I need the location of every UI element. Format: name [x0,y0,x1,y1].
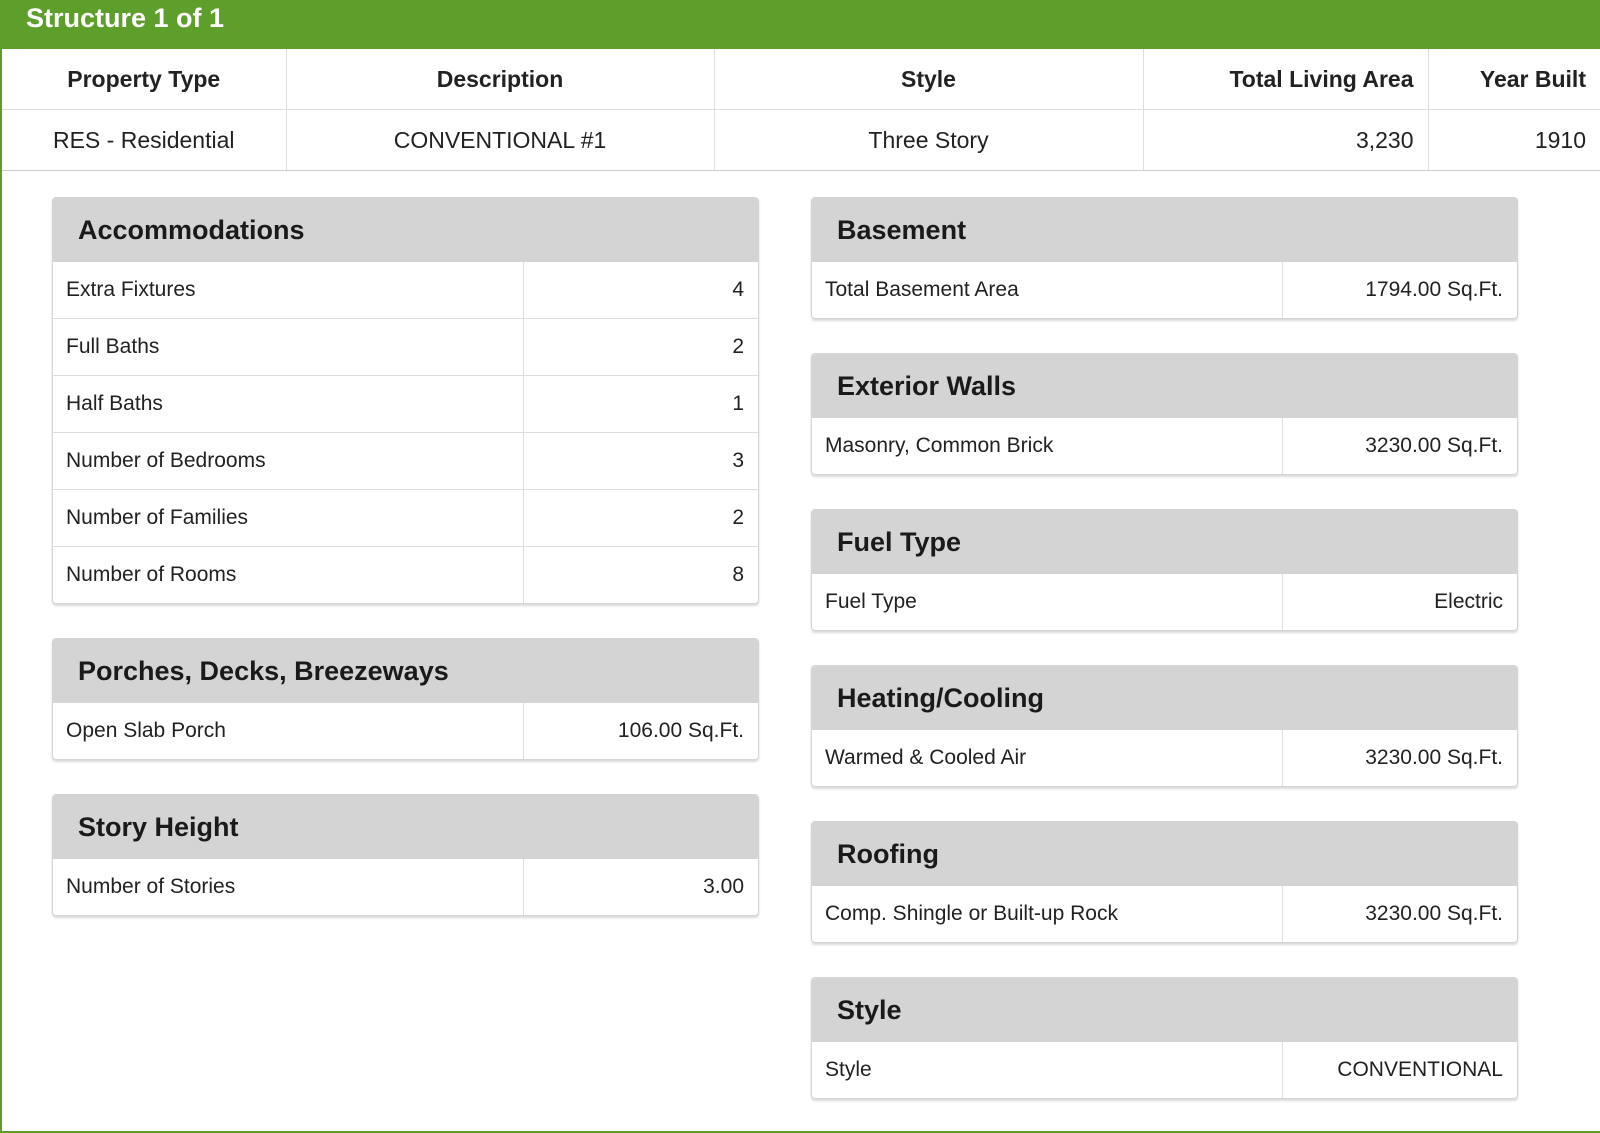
table-row [53,859,758,915]
row-label: Extra Fixtures [53,262,524,318]
row-label: Style [812,1042,1283,1098]
row-label: Total Basement Area [812,262,1283,318]
summary-data-row [2,110,1600,171]
table-row [812,574,1517,630]
row-label: Number of Bedrooms [53,433,524,489]
header-style: Style [714,49,1143,110]
table-row [812,1042,1517,1098]
cell-description: CONVENTIONAL #1 [286,110,714,171]
panel-style [811,977,1518,1099]
row-label: Number of Rooms [53,547,524,603]
row-value: 2 [732,506,744,529]
panel-exterior-walls [811,353,1518,475]
table-row [53,546,758,603]
cell-property-type: RES - Residential [2,110,286,171]
header-year-built: Year Built [1428,49,1600,110]
table-row [53,375,758,432]
panel-body [812,730,1517,786]
row-value: 3 [732,449,744,472]
row-label: Open Slab Porch [53,703,524,759]
panel-fuel-type [811,509,1518,631]
table-row [812,886,1517,942]
row-value: CONVENTIONAL [1337,1058,1503,1081]
panel-porches-decks-breezeways [52,638,759,760]
table-row [812,730,1517,786]
row-value: 3.00 [703,875,744,898]
row-value: 3230.00 Sq.Ft. [1365,434,1503,457]
right-column [811,197,1518,1133]
panel-body [812,1042,1517,1098]
structure-banner: Structure 1 of 1 [0,0,1600,49]
row-label: Warmed & Cooled Air [812,730,1283,786]
panel-body [53,262,758,603]
row-value: 106.00 Sq.Ft. [617,719,744,742]
row-value: 3230.00 Sq.Ft. [1365,746,1503,769]
row-label: Masonry, Common Brick [812,418,1283,474]
row-value: 1 [732,392,744,415]
cell-year-built: 1910 [1428,110,1600,171]
panel-title: Heating/Cooling [812,666,1517,730]
row-label: Full Baths [53,319,524,375]
panel-accommodations [52,197,759,604]
table-row [53,703,758,759]
row-value: 1794.00 Sq.Ft. [1365,278,1503,301]
panel-body [812,886,1517,942]
panel-title: Story Height [53,795,758,859]
row-value: 2 [732,335,744,358]
table-row [53,318,758,375]
panel-title: Basement [812,198,1517,262]
cell-total-living-area: 3,230 [1143,110,1428,171]
panel-body [812,574,1517,630]
summary-header-row [2,49,1600,110]
panel-body [53,859,758,915]
header-description: Description [286,49,714,110]
panel-title: Fuel Type [812,510,1517,574]
cell-style: Three Story [714,110,1143,171]
panel-body [812,262,1517,318]
row-label: Number of Stories [53,859,524,915]
header-total-living-area: Total Living Area [1143,49,1428,110]
table-row [53,432,758,489]
row-label: Number of Families [53,490,524,546]
panel-roofing [811,821,1518,943]
table-row [812,418,1517,474]
panel-basement [811,197,1518,319]
row-label: Half Baths [53,376,524,432]
panel-title: Style [812,978,1517,1042]
panel-title: Exterior Walls [812,354,1517,418]
table-row [812,262,1517,318]
table-row [53,489,758,546]
table-row [53,262,758,318]
row-value: Electric [1434,590,1503,613]
panel-story-height [52,794,759,916]
left-column [52,197,759,950]
structure-summary-table [2,49,1600,171]
panel-body [53,703,758,759]
row-label: Comp. Shingle or Built-up Rock [812,886,1283,942]
row-value: 8 [732,563,744,586]
row-label: Fuel Type [812,574,1283,630]
row-value: 3230.00 Sq.Ft. [1365,902,1503,925]
header-property-type: Property Type [2,49,286,110]
panel-title: Accommodations [53,198,758,262]
panel-body [812,418,1517,474]
panel-title: Roofing [812,822,1517,886]
row-value: 4 [732,278,744,301]
panel-title: Porches, Decks, Breezeways [53,639,758,703]
panel-heating-cooling [811,665,1518,787]
